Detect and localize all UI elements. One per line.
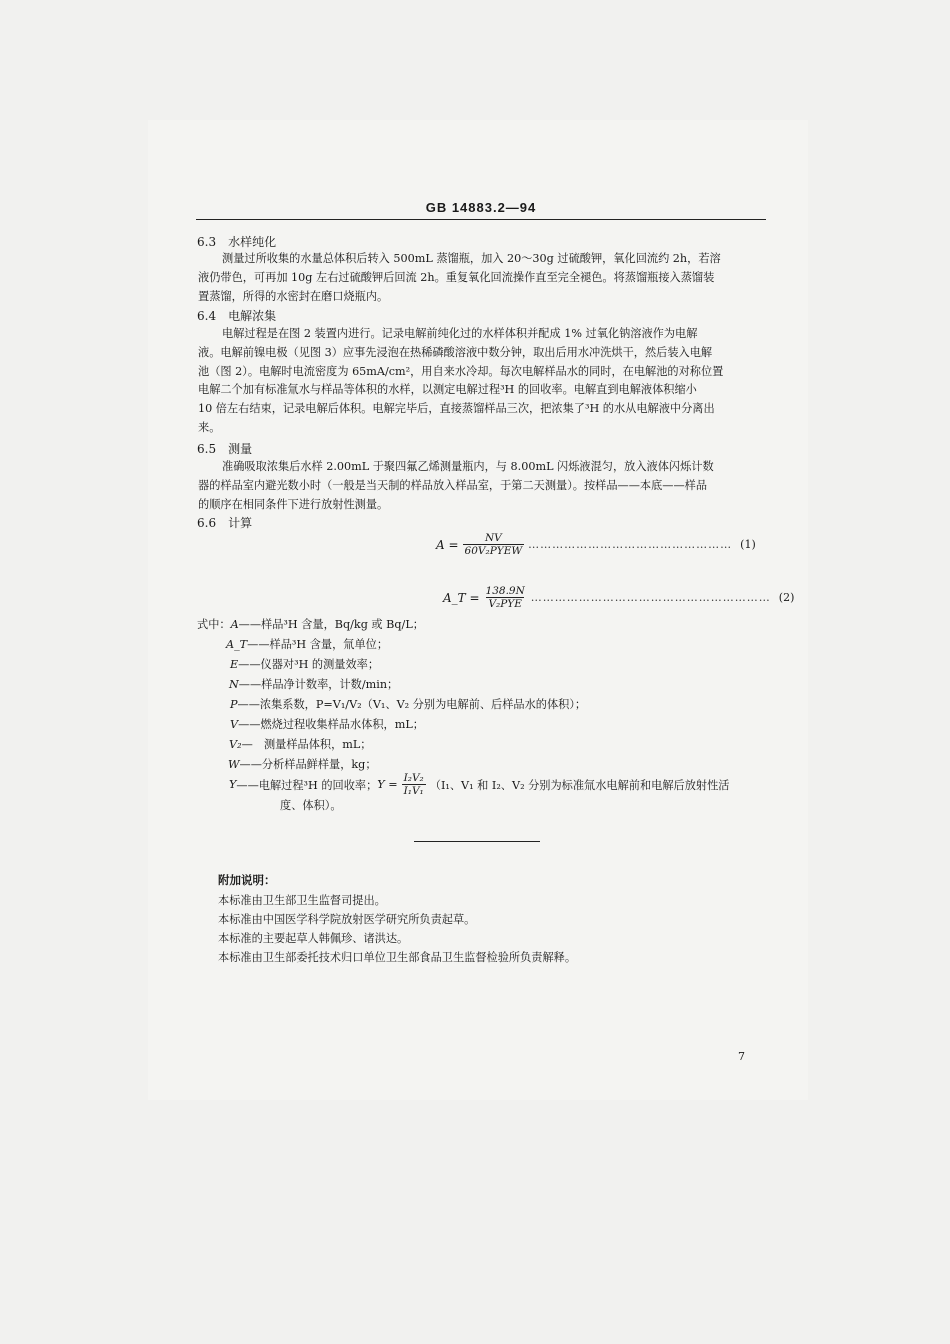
text-line: 液仍带色，可再加 10g 左右过硫酸钾后回流 2h。重复氧化回流操作直至完全褪色。将蒸馏瓶接入蒸馏装 — [198, 270, 715, 284]
legend-row-P — [230, 696, 586, 712]
text-line: 电解二个加有标准氚水与样品等体积的水样，以测定电解过程³H 的回收率。电解直到电解液体积缩小 — [198, 383, 697, 397]
legend-text: ——电解过程³H 的回收率； — [236, 778, 378, 792]
section-6-4-heading: 6.4 电解浓集 — [197, 309, 277, 323]
note-line: 本标准由卫生部委托技术归口单位卫生部食品卫生监督检验所负责解释。 — [218, 951, 577, 964]
legend-row-V2 — [229, 736, 372, 752]
legend-symbol: V — [230, 718, 239, 731]
formula-1 — [436, 532, 756, 557]
legend-text: — 测量样品体积，mL； — [241, 738, 372, 751]
section-6-6-heading: 6.6 计算 — [197, 516, 253, 530]
legend-row-V — [230, 716, 424, 732]
formula-1-numerator: NV — [484, 532, 502, 544]
section-6-4-body — [198, 325, 766, 438]
legend-prefix: 式中： — [197, 618, 231, 631]
text-line: 准确吸取浓集后水样 2.00mL 于聚四氟乙烯测量瓶内，与 8.00mL 闪烁液混匀，放入液体闪烁计数 — [222, 460, 714, 473]
formula-2-number: (2) — [778, 591, 795, 604]
legend-text: ——样品净计数率，计数/min； — [238, 678, 399, 691]
legend-row-A — [197, 616, 424, 632]
legend-symbol: V₂ — [229, 738, 242, 751]
text-line: 置蒸馏，所得的水密封在磨口烧瓶内。 — [198, 289, 389, 303]
section-6-5-heading: 6.5 测量 — [197, 442, 253, 456]
note-line: 本标准的主要起草人韩佩珍、诸洪达。 — [218, 932, 409, 945]
y-fraction — [402, 772, 426, 797]
header-rule — [196, 219, 766, 220]
formula-2 — [443, 585, 794, 610]
page-number: 7 — [738, 1050, 745, 1063]
legend-text: ——分析样品鲜样量，kg； — [239, 758, 377, 771]
legend-text: ——浓集系数，P=V₁/V₂（V₁、V₂ 分别为电解前、后样品水的体积）； — [237, 698, 587, 711]
text-line: 的顺序在相同条件下进行放射性测量。 — [198, 497, 389, 511]
text-line: 10 倍左右结束，记录电解后体积。电解完毕后，直接蒸馏样品三次，把浓集了³H 的水从电解液中分离出 — [198, 402, 715, 416]
section-6-3-body — [198, 250, 766, 306]
formula-2-denominator: V₂PYE — [488, 598, 522, 610]
legend-text: ——仪器对³H 的测量效率； — [238, 658, 380, 671]
text-line: 液。电解前镍电极（见图 3）应事先浸泡在热稀磷酸溶液中数分钟，取出后用水冲洗烘干，然后装入电解 — [198, 345, 713, 359]
formula-1-denominator: 60V₂PYEW — [464, 545, 523, 557]
y-numerator: I₂V₂ — [403, 772, 424, 784]
y-equation-lhs: Y = — [377, 778, 398, 791]
legend-row-AT — [226, 636, 388, 652]
formula-2-numerator: 138.9N — [485, 585, 525, 597]
end-rule — [414, 841, 540, 842]
leader-dots: …………………………………………………… — [530, 591, 771, 604]
legend-row-E — [230, 656, 379, 672]
note-line: 本标准由卫生部卫生监督司提出。 — [218, 894, 386, 907]
legend-text: ——样品³H 含量，Bq/kg 或 Bq/L； — [238, 618, 424, 631]
text-line: 电解过程是在图 2 装置内进行。记录电解前纯化过的水样体积并配成 1% 过氧化钠溶液作为电解 — [222, 327, 698, 340]
text-line: 池（图 2）。电解时电流密度为 65mA/cm²，用自来水冷却。每次电解样品水的同时，在电解池的对称位置 — [198, 364, 724, 378]
legend-symbol: P — [230, 698, 238, 711]
note-line: 本标准由中国医学科学院放射医学研究所负责起草。 — [218, 913, 476, 926]
legend-row-Y — [229, 772, 729, 797]
text-line: 测量过所收集的水量总体积后转入 500mL 蒸馏瓶，加入 20～30g 过硫酸钾，氧化回流约 2h，若溶 — [222, 252, 721, 265]
legend-symbol: W — [228, 758, 240, 771]
legend-symbol: A_T — [226, 638, 248, 651]
formula-2-lhs: A_T = — [443, 590, 480, 605]
document-header: GB 14883.2—94 — [425, 200, 537, 215]
legend-row-W — [228, 756, 377, 772]
legend-symbol: N — [229, 678, 239, 691]
legend-continuation: 度、体积）。 — [280, 799, 342, 812]
formula-1-lhs: A = — [436, 537, 459, 552]
section-6-3-heading: 6.3 水样纯化 — [197, 235, 277, 249]
legend-symbol: E — [230, 658, 239, 671]
notes-title: 附加说明： — [218, 873, 276, 887]
text-line: 器的样品室内避光数小时（一般是当天制的样品放入样品室，于第二天测量）。按样品——本底——样品 — [198, 478, 708, 492]
formula-1-fraction — [463, 532, 525, 557]
legend-text: ——样品³H 含量，氚单位； — [247, 638, 389, 651]
section-6-5-body — [198, 458, 766, 514]
legend-row-N — [229, 676, 398, 692]
formula-1-number: (1) — [740, 538, 756, 551]
y-denominator: I₁V₁ — [403, 785, 424, 797]
formula-2-fraction — [484, 585, 527, 610]
legend-symbol: Y — [229, 778, 237, 791]
legend-text: ——燃烧过程收集样品水体积，mL； — [238, 718, 424, 731]
text-line: 来。 — [198, 420, 221, 434]
leader-dots: …………………………………………… — [528, 538, 733, 551]
legend-symbol: A — [230, 618, 239, 631]
legend-text: （I₁、V₁ 和 I₂、V₂ 分别为标准氚水电解前和电解后放射性活 — [429, 778, 730, 792]
